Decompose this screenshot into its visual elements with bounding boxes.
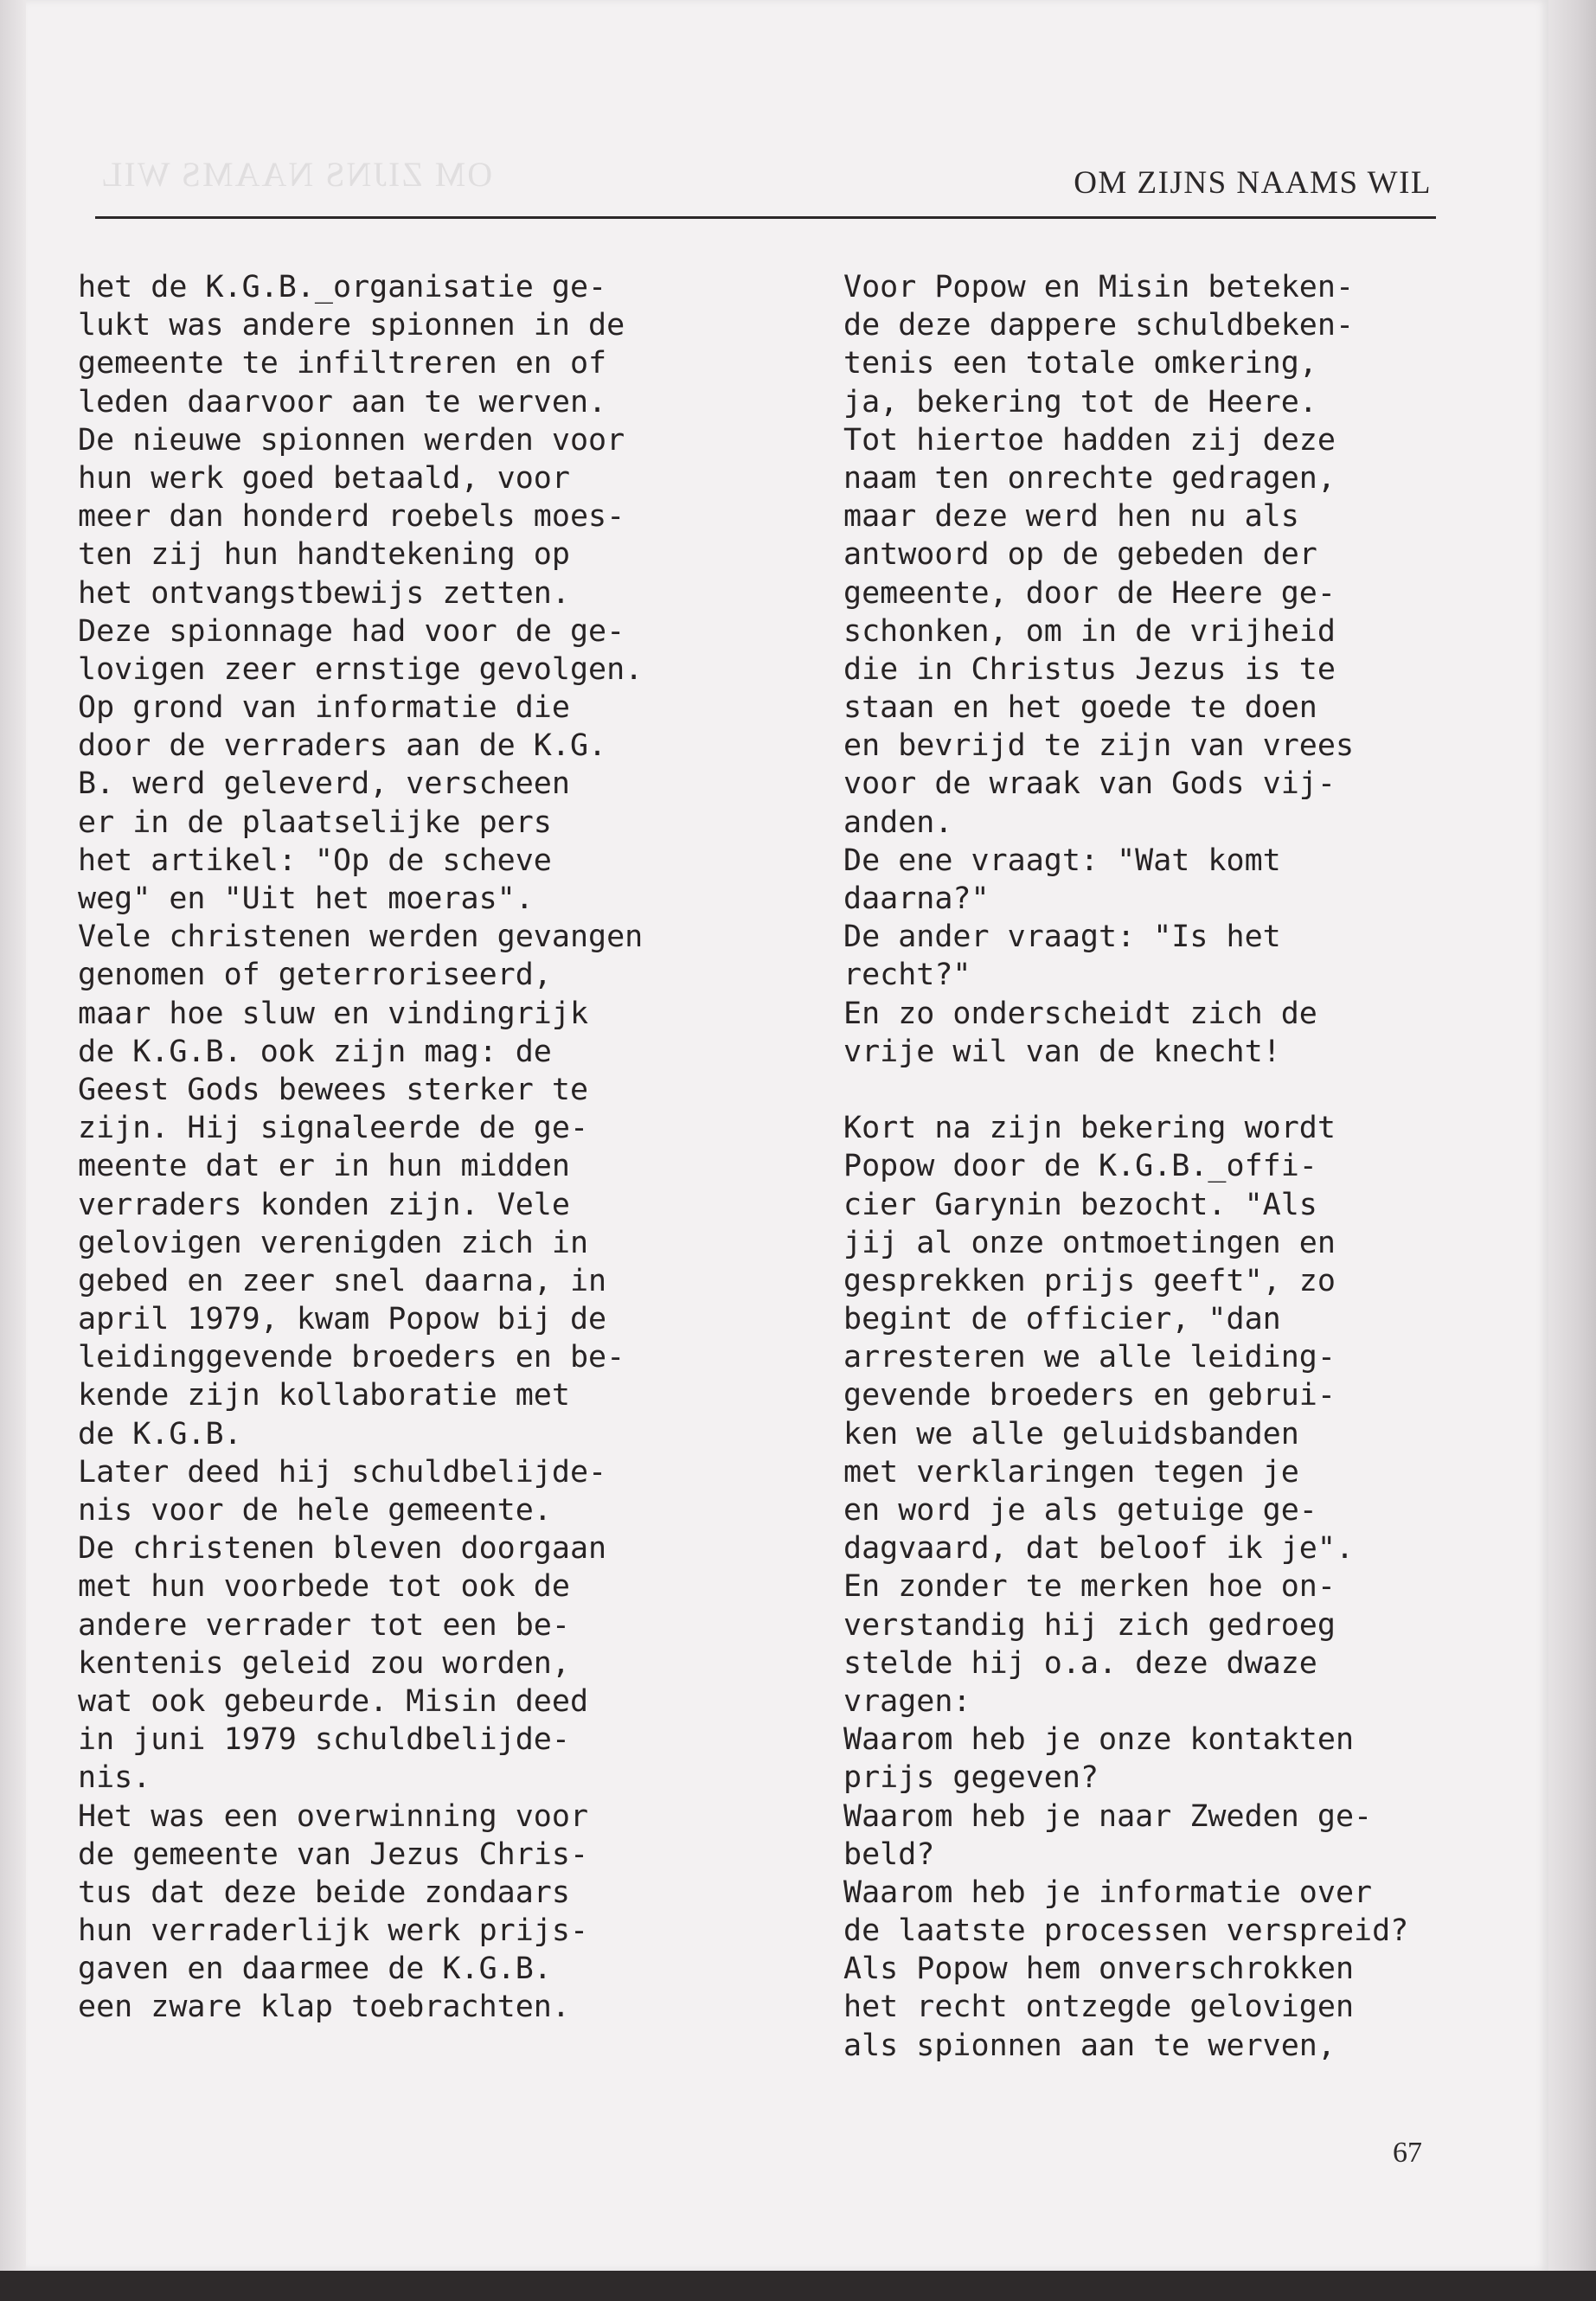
text-line: door de verraders aan de K.G.: [78, 728, 607, 764]
text-line: verraders konden zijn. Vele: [78, 1187, 570, 1222]
text-line: er in de plaatselijke pers: [78, 804, 552, 840]
text-line: ten zij hun handtekening op: [78, 537, 570, 573]
text-line: Geest Gods bewees sterker te: [78, 1072, 589, 1107]
text-line: dagvaard, dat beloof ik je".: [843, 1531, 1355, 1567]
text-line: ken we alle geluidsbanden: [843, 1416, 1299, 1452]
text-line: gebed en zeer snel daarna, in: [78, 1263, 607, 1298]
text-line: De ene vraagt: "Wat komt: [843, 843, 1281, 878]
text-line: het ontvangstbewijs zetten.: [78, 575, 570, 611]
text-line: het artikel: "Op de scheve: [78, 843, 552, 878]
text-line: schonken, om in de vrijheid: [843, 613, 1336, 649]
text-line: hun verraderlijk werk prijs-: [78, 1913, 589, 1949]
text-line: B. werd geleverd, verscheen: [78, 766, 570, 802]
text-line: vragen:: [843, 1683, 971, 1719]
text-line: recht?": [843, 958, 971, 993]
text-line: arresteren we alle leiding-: [843, 1340, 1336, 1375]
text-line: tus dat deze beide zondaars: [78, 1875, 570, 1910]
text-line: ja, bekering tot de Heere.: [843, 384, 1317, 420]
text-line: Kort na zijn bekering wordt: [843, 1111, 1336, 1146]
text-line: de deze dappere schuldbeken-: [843, 308, 1355, 343]
text-line: Tot hiertoe hadden zij deze: [843, 422, 1336, 458]
text-line: Als Popow hem onverschrokken: [843, 1952, 1355, 1987]
text-line: voor de wraak van Gods vij-: [843, 766, 1336, 802]
text-line: tenis een totale omkering,: [843, 346, 1317, 381]
text-line: beld?: [843, 1836, 935, 1872]
text-line: weg" en "Uit het moeras".: [78, 881, 534, 916]
scan-bottom-strip: [0, 2271, 1596, 2301]
text-line: De christenen bleven doorgaan: [78, 1531, 607, 1567]
text-line: en bevrijd te zijn van vrees: [843, 728, 1355, 764]
text-line: genomen of geterroriseerd,: [78, 958, 552, 993]
text-line: nis voor de hele gemeente.: [78, 1493, 552, 1528]
text-line: maar deze werd hen nu als: [843, 499, 1299, 535]
text-line: Waarom heb je onze kontakten: [843, 1722, 1355, 1758]
text-line: antwoord op de gebeden der: [843, 537, 1317, 573]
text-line: de K.G.B.: [78, 1416, 242, 1452]
text-line: de K.G.B. ook zijn mag: de: [78, 1034, 552, 1069]
text-line: meente dat er in hun midden: [78, 1149, 570, 1184]
text-line: Deze spionnage had voor de ge-: [78, 613, 625, 649]
text-line: prijs gegeven?: [843, 1760, 1099, 1796]
text-line: een zware klap toebrachten.: [78, 1990, 570, 2025]
text-line: stelde hij o.a. deze dwaze: [843, 1645, 1317, 1681]
text-line: [843, 1071, 1408, 1109]
text-line: kende zijn kollaboratie met: [78, 1378, 570, 1413]
text-line: die in Christus Jezus is te: [843, 651, 1336, 687]
text-line: gesprekken prijs geeft", zo: [843, 1263, 1336, 1298]
page-number: 67: [1393, 2137, 1422, 2169]
text-line: met verklaringen tegen je: [843, 1454, 1299, 1490]
text-line: wat ook gebeurde. Misin deed: [78, 1683, 589, 1719]
text-line: lukt was andere spionnen in de: [78, 308, 625, 343]
text-line: En zo onderscheidt zich de: [843, 996, 1317, 1031]
left-text-column: [78, 268, 643, 2027]
text-line: Op grond van informatie die: [78, 690, 570, 726]
text-line: Later deed hij schuldbelijde-: [78, 1454, 607, 1490]
text-line: gelovigen verenigden zich in: [78, 1225, 589, 1260]
text-line: gaven en daarmee de K.G.B.: [78, 1952, 552, 1987]
text-line: vrije wil van de knecht!: [843, 1034, 1281, 1069]
text-line: de laatste processen verspreid?: [843, 1913, 1409, 1949]
text-line: als spionnen aan te werven,: [843, 2028, 1336, 2063]
text-line: daarna?": [843, 881, 990, 916]
text-line: gemeente te infiltreren en of: [78, 346, 607, 381]
text-line: het de K.G.B._organisatie ge-: [78, 270, 607, 304]
text-line: en word je als getuige ge-: [843, 1493, 1317, 1528]
right-text-column: [843, 268, 1408, 2065]
text-line: cier Garynin bezocht. "Als: [843, 1187, 1317, 1222]
text-line: anden.: [843, 804, 953, 840]
text-line: Vele christenen werden gevangen: [78, 920, 644, 955]
show-through-header: OM ZIJNS NAAMS WIL: [99, 155, 493, 194]
text-line: staan en het goede te doen: [843, 690, 1317, 726]
text-line: de gemeente van Jezus Chris-: [78, 1836, 589, 1872]
text-line: naam ten onrechte gedragen,: [843, 460, 1336, 496]
page-right-edge: [1548, 0, 1596, 2301]
text-line: in juni 1979 schuldbelijde-: [78, 1722, 570, 1758]
text-line: De nieuwe spionnen werden voor: [78, 422, 625, 458]
running-header: OM ZIJNS NAAMS WIL: [1074, 165, 1432, 201]
text-line: met hun voorbede tot ook de: [78, 1569, 570, 1605]
text-line: hun werk goed betaald, voor: [78, 460, 570, 496]
text-line: gemeente, door de Heere ge-: [843, 575, 1336, 611]
text-line: kentenis geleid zou worden,: [78, 1645, 570, 1681]
text-line: En zonder te merken hoe on-: [843, 1569, 1336, 1605]
text-line: zijn. Hij signaleerde de ge-: [78, 1111, 589, 1146]
header-rule: [95, 216, 1436, 219]
text-line: Het was een overwinning voor: [78, 1798, 589, 1834]
text-line: verstandig hij zich gedroeg: [843, 1607, 1336, 1643]
text-line: Waarom heb je informatie over: [843, 1875, 1373, 1910]
text-line: Voor Popow en Misin beteken-: [843, 270, 1355, 304]
text-line: andere verrader tot een be-: [78, 1607, 570, 1643]
page-left-edge: [0, 0, 26, 2301]
text-line: maar hoe sluw en vindingrijk: [78, 996, 589, 1031]
text-line: het recht ontzegde gelovigen: [843, 1990, 1355, 2025]
text-line: De ander vraagt: "Is het: [843, 920, 1281, 955]
text-line: april 1979, kwam Popow bij de: [78, 1302, 607, 1337]
text-line: jij al onze ontmoetingen en: [843, 1225, 1336, 1260]
text-line: nis.: [78, 1760, 151, 1796]
text-line: meer dan honderd roebels moes-: [78, 499, 625, 535]
text-line: lovigen zeer ernstige gevolgen.: [78, 651, 644, 687]
text-line: begint de officier, "dan: [843, 1302, 1281, 1337]
text-line: gevende broeders en gebrui-: [843, 1378, 1336, 1413]
text-line: leidinggevende broeders en be-: [78, 1340, 625, 1375]
text-line: leden daarvoor aan te werven.: [78, 384, 607, 420]
text-line: Waarom heb je naar Zweden ge-: [843, 1798, 1373, 1834]
text-line: Popow door de K.G.B._offi-: [843, 1149, 1317, 1184]
